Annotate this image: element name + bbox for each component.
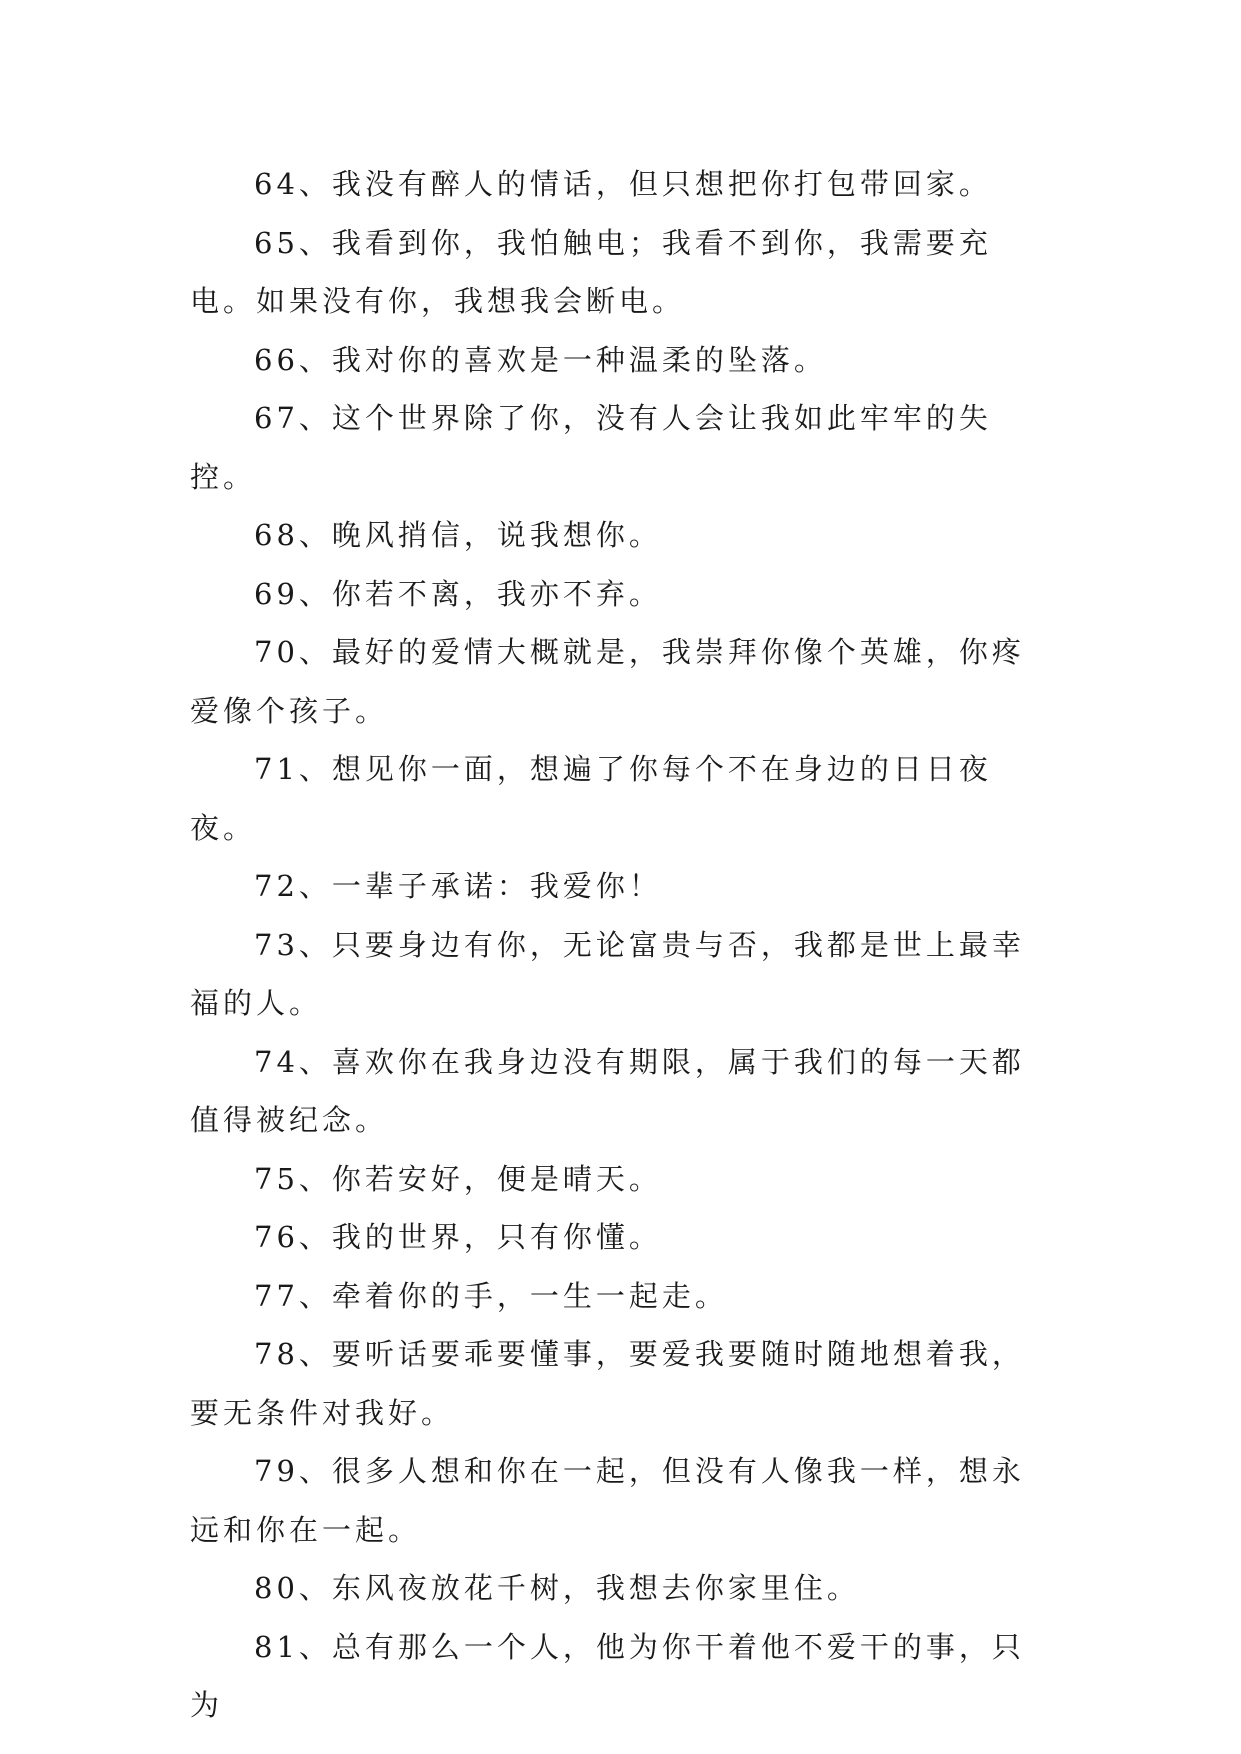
paragraph-64: 64、我没有醉人的情话，但只想把你打包带回家。 (254, 167, 992, 201)
paragraph-72: 72、一辈子承诺：我爱你！ (254, 869, 662, 903)
paragraph-67: 67、这个世界除了你，没有人会让我如此牢牢的失控。 (190, 401, 992, 494)
paragraph-73: 73、只要身边有你，无论富贵与否，我都是世上最幸福的人。 (190, 927, 1025, 1020)
paragraph-71: 71、想见你一面，想遍了你每个不在身边的日日夜夜。 (190, 752, 992, 845)
paragraph-75: 75、你若安好，便是晴天。 (254, 1161, 662, 1196)
paragraph-74: 74、喜欢你在我身边没有期限，属于我们的每一天都值得被纪念。 (190, 1044, 1025, 1137)
paragraph-77: 77、牵着你的手，一生一起走。 (254, 1278, 728, 1313)
paragraph-65: 65、我看到你，我怕触电；我看不到你，我需要充电。如果没有你，我想我会断电。 (190, 225, 992, 318)
document-body (190, 155, 1050, 1735)
paragraph-66: 66、我对你的喜欢是一种温柔的坠落。 (254, 342, 827, 377)
paragraph-78: 78、要听话要乖要懂事，要爱我要随时随地想着我，要无条件对我好。 (190, 1337, 1025, 1430)
paragraph-69: 69、你若不离，我亦不弃。 (254, 576, 662, 611)
paragraph-68: 68、晚风捎信，说我想你。 (254, 518, 662, 552)
paragraph-79: 79、很多人想和你在一起，但没有人像我一样，想永远和你在一起。 (190, 1454, 1025, 1547)
paragraph-70: 70、最好的爱情大概就是，我崇拜你像个英雄，你疼爱像个孩子。 (190, 635, 1025, 728)
paragraph-80: 80、东风夜放花千树，我想去你家里住。 (254, 1571, 860, 1605)
paragraph-76: 76、我的世界，只有你懂。 (254, 1220, 662, 1254)
paragraph-81: 81、总有那么一个人，他为你干着他不爱干的事，只为 (190, 1629, 1025, 1722)
